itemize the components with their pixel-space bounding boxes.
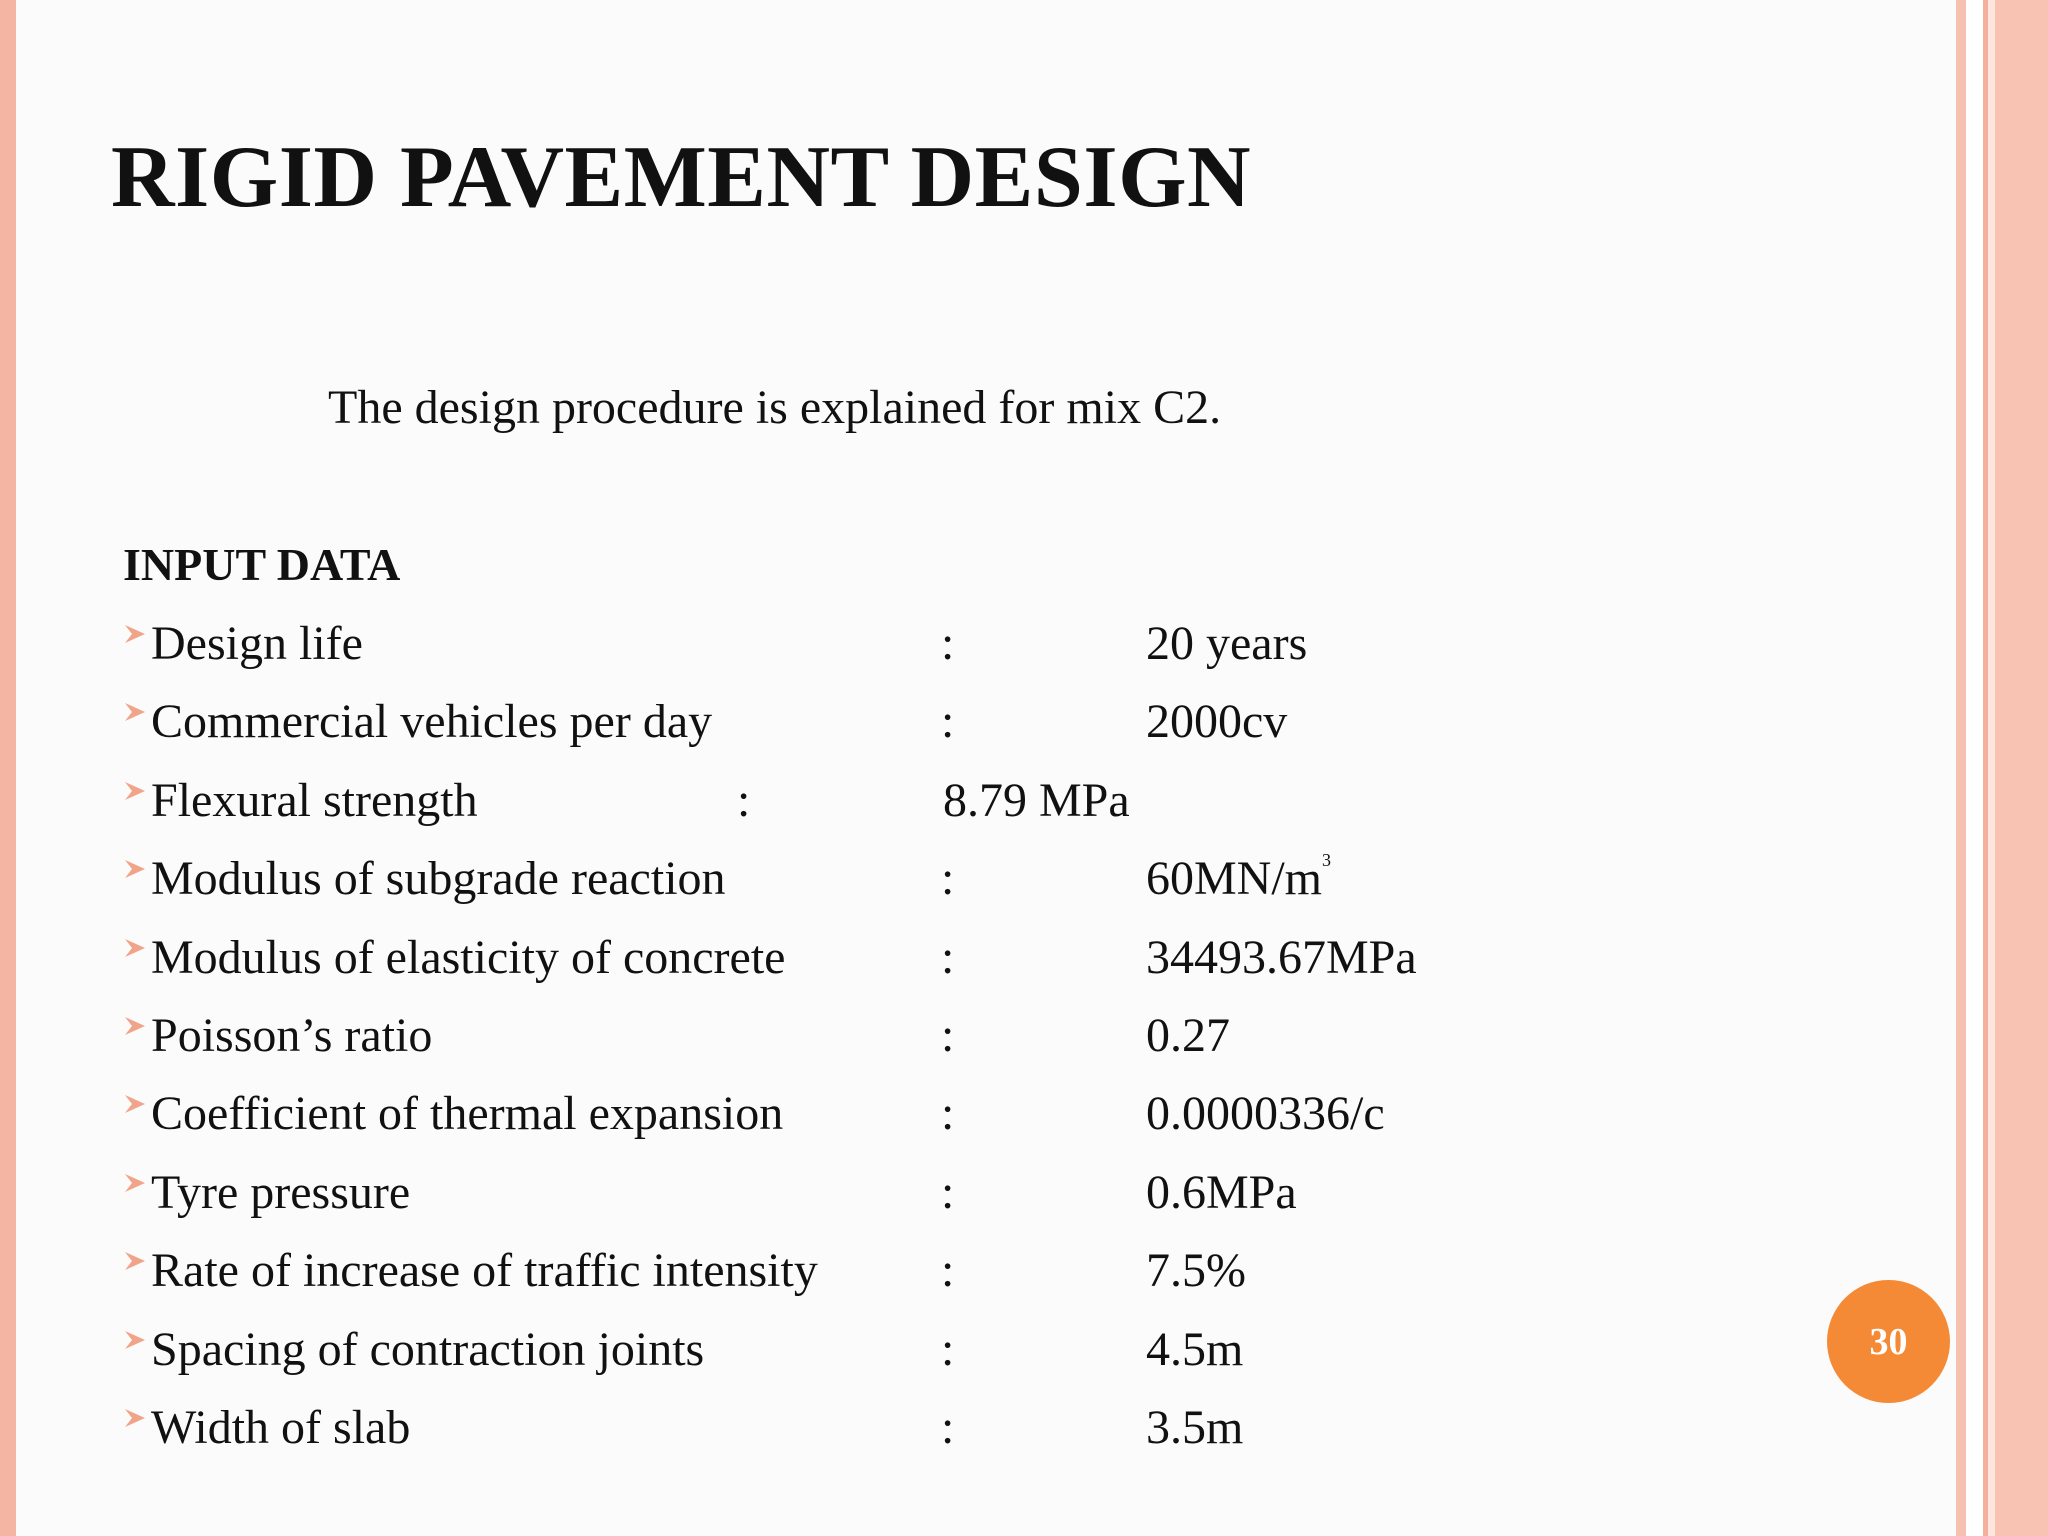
input-row-slab-width <box>123 1396 1523 1474</box>
input-label: Width of slab <box>151 1400 411 1454</box>
right-accent-stripe-gap <box>1966 0 1983 1536</box>
input-row-design-life <box>123 612 1523 690</box>
slide-title: RIGID PAVEMENT DESIGN <box>111 129 1252 226</box>
input-row-traffic-increase <box>123 1239 1523 1317</box>
input-row-subgrade-modulus <box>123 847 1523 925</box>
arrow-bullet-icon <box>123 700 147 724</box>
input-data-list <box>123 612 1523 1474</box>
slide-subtitle: The design procedure is explained for mix C2. <box>328 381 1222 434</box>
input-separator: : <box>941 617 955 670</box>
arrow-bullet-icon <box>123 1406 147 1430</box>
input-separator: : <box>941 1087 955 1141</box>
input-data-heading: INPUT DATA <box>123 539 401 590</box>
input-row-flexural-strength <box>123 769 1523 847</box>
input-row-elasticity-modulus <box>123 926 1523 1004</box>
right-accent-stripe-wide <box>1995 0 2048 1536</box>
input-label: Modulus of subgrade reaction <box>151 852 726 906</box>
input-separator: : <box>941 930 955 984</box>
input-label: Coefficient of thermal expansion <box>151 1087 784 1141</box>
input-row-tyre-pressure <box>123 1161 1523 1239</box>
input-row-thermal-expansion <box>123 1082 1523 1160</box>
unit-exponent: 3 <box>1322 850 1332 871</box>
input-separator: : <box>941 1165 955 1219</box>
right-accent-stripe <box>1956 0 1966 1536</box>
arrow-bullet-icon <box>123 1171 147 1195</box>
input-label: Poisson’s ratio <box>151 1008 433 1062</box>
input-label: Modulus of elasticity of concrete <box>151 930 786 984</box>
arrow-bullet-icon <box>123 936 147 960</box>
input-row-poissons-ratio <box>123 1004 1523 1082</box>
input-value: 0.0000336/c <box>1146 1087 1385 1141</box>
right-accent-stripe-light <box>1988 0 1995 1536</box>
input-row-joint-spacing <box>123 1318 1523 1396</box>
page-number-badge: 30 <box>1827 1280 1950 1403</box>
input-label: Spacing of contraction joints <box>151 1322 705 1376</box>
input-label: Design life <box>151 617 363 670</box>
input-value: 20 years <box>1146 617 1308 670</box>
input-separator: : <box>941 1244 955 1298</box>
input-label: Rate of increase of traffic intensity <box>151 1244 818 1298</box>
input-separator: : <box>941 695 955 749</box>
input-label: Commercial vehicles per day <box>151 695 713 749</box>
arrow-bullet-icon <box>123 1328 147 1352</box>
arrow-bullet-icon <box>123 1249 147 1273</box>
arrow-bullet-icon <box>123 622 147 646</box>
input-value: 0.27 <box>1146 1008 1230 1062</box>
input-separator: : <box>941 852 955 906</box>
input-value: 0.6MPa <box>1146 1165 1297 1219</box>
input-separator: : <box>941 1008 955 1062</box>
input-separator: : <box>941 1400 955 1454</box>
arrow-bullet-icon <box>123 1014 147 1038</box>
input-value: 60MN/m <box>1146 852 1323 906</box>
input-label: Flexural strength <box>151 773 478 827</box>
input-row-commercial-vehicles <box>123 690 1523 768</box>
input-value: 34493.67MPa <box>1146 930 1417 984</box>
input-value: 8.79 MPa <box>943 773 1130 827</box>
input-label: Tyre pressure <box>151 1165 411 1219</box>
input-value: 7.5% <box>1146 1244 1246 1298</box>
input-value: 4.5m <box>1146 1322 1244 1376</box>
input-separator: : <box>941 1322 955 1376</box>
input-value: 3.5m <box>1146 1400 1244 1454</box>
arrow-bullet-icon <box>123 1092 147 1116</box>
left-accent-stripe <box>0 0 16 1536</box>
arrow-bullet-icon <box>123 779 147 803</box>
input-value: 2000cv <box>1146 695 1288 749</box>
input-separator: : <box>737 773 751 827</box>
input-value-with-unit <box>1146 847 1331 911</box>
arrow-bullet-icon <box>123 857 147 881</box>
